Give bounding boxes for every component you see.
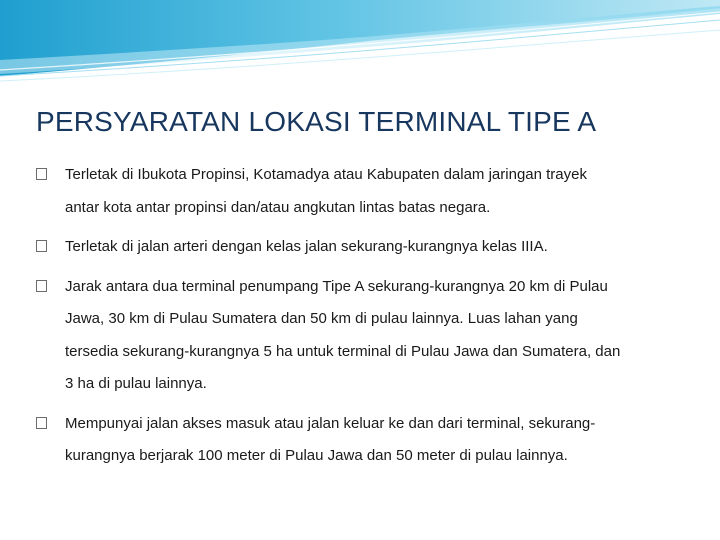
bullet-text-line: Mempunyai jalan akses masuk atau jalan keluar ke dan dari terminal, sekurang- <box>65 414 596 432</box>
bullet-list <box>36 159 686 480</box>
square-bullet-icon <box>36 417 47 429</box>
bullet-item <box>36 271 686 401</box>
square-bullet-icon <box>36 240 47 252</box>
bullet-item <box>36 408 686 473</box>
bullet-text-line: 3 ha di pulau lainnya. <box>65 375 207 392</box>
bullet-item <box>36 231 686 264</box>
bullet-text-line: Terletak di jalan arteri dengan kelas jalan sekurang-kurangnya kelas IIIA. <box>65 238 548 255</box>
square-bullet-icon <box>36 168 47 180</box>
slide-title: PERSYARATAN LOKASI TERMINAL TIPE A <box>36 106 597 137</box>
square-bullet-icon <box>36 280 47 292</box>
header-wave-decoration <box>0 0 720 90</box>
bullet-text-line: antar kota antar propinsi dan/atau angkutan lintas batas negara. <box>65 198 491 216</box>
bullet-text-line: kurangnya berjarak 100 meter di Pulau Jawa dan 50 meter di pulau lainnya. <box>65 447 568 464</box>
bullet-text-line: Terletak di Ibukota Propinsi, Kotamadya atau Kabupaten dalam jaringan trayek <box>65 166 587 183</box>
bullet-text-line: Jawa, 30 km di Pulau Sumatera dan 50 km di pulau lainnya. Luas lahan yang <box>65 310 578 327</box>
bullet-item <box>36 159 686 224</box>
bullet-text-line: tersedia sekurang-kurangnya 5 ha untuk terminal di Pulau Jawa dan Sumatera, dan <box>65 342 621 360</box>
bullet-text-line: Jarak antara dua terminal penumpang Tipe A sekurang-kurangnya 20 km di Pulau <box>65 277 608 295</box>
